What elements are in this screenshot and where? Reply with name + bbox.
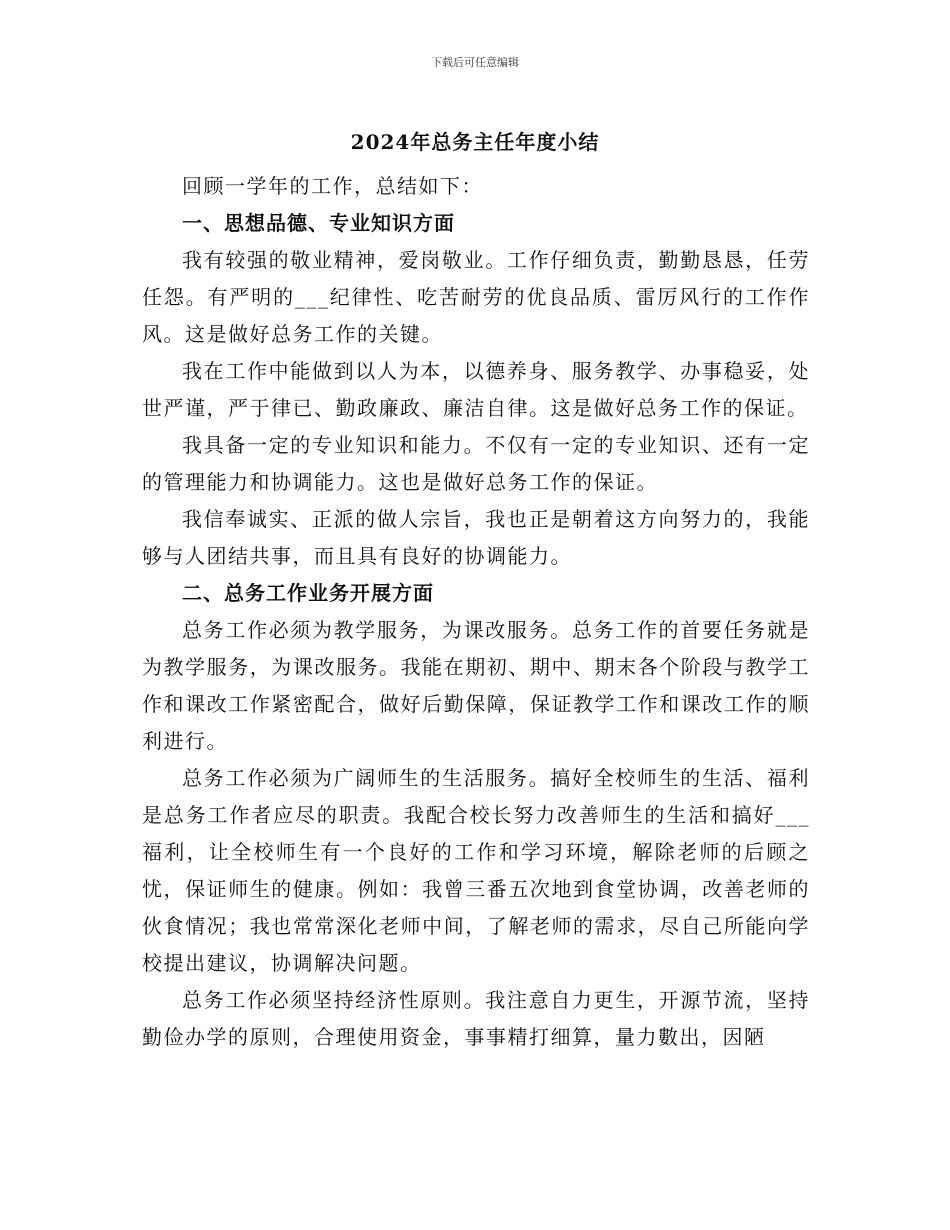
section-1-paragraph: 我信奉诚实、正派的做人宗旨，我也正是朝着这方向努力的，我能够与人团结共事，而且具有良好的协调能力。 — [142, 507, 810, 568]
section-1-paragraph: 我在工作中能做到以人为本，以德养身、服务教学、办事稳妥，处世严谨，严于律已、勤政廉政、廉洁自律。这是做好总务工作的保证。 — [142, 359, 810, 420]
page-header-note: 下载后可任意编辑 — [431, 56, 519, 69]
document-body — [142, 168, 810, 1056]
section-heading-2: 二、总务工作业务开展方面 — [182, 581, 434, 605]
intro-paragraph: 回顾一学年的工作，总结如下： — [182, 174, 483, 198]
section-heading-1: 一、思想品德、专业知识方面 — [182, 211, 455, 235]
section-1-paragraph: 我具备一定的专业知识和能力。不仅有一定的专业知识、还有一定的管理能力和协调能力。这也是做好总务工作的保证。 — [142, 433, 810, 494]
section-2-paragraph: 总务工作必须为教学服务，为课改服务。总务工作的首要任务就是为教学服务，为课改服务。我能在期初、期中、期末各个阶段与教学工作和课改工作紧密配合，做好后勤保障，保证教学工作和课改工作的顺利进行。 — [142, 618, 810, 753]
document-title: 2024年总务主任年度小结 — [350, 130, 600, 154]
section-2-paragraph: 总务工作必须坚持经济性原则。我注意自力更生，开源节流，坚持勤俭办学的原则，合理使用资金，事事精打细算，量力數出，因陋 — [142, 988, 810, 1049]
section-1-paragraph: 我有较强的敬业精神，爱岗敬业。工作仔细负责，勤勤恳恳，任劳任怨。有严明的___纪律性、吃苦耐劳的优良品质、雷厉风行的工作作风。这是做好总务工作的关键。 — [142, 248, 810, 346]
section-2-paragraph: 总务工作必须为广阔师生的生活服务。搞好全校师生的生活、福利是总务工作者应尽的职责。我配合校长努力改善师生的生活和搞好___福利，让全校师生有一个良好的工作和学习环境，解除老师的后顾之忧，保证师生的健康。例如：我曾三番五次地到食堂协调，改善老师的伙食情况；我也常常深化老师中间，了解老师的需求，尽自己所能向学校提出建议，协调解决问题。 — [142, 766, 810, 975]
